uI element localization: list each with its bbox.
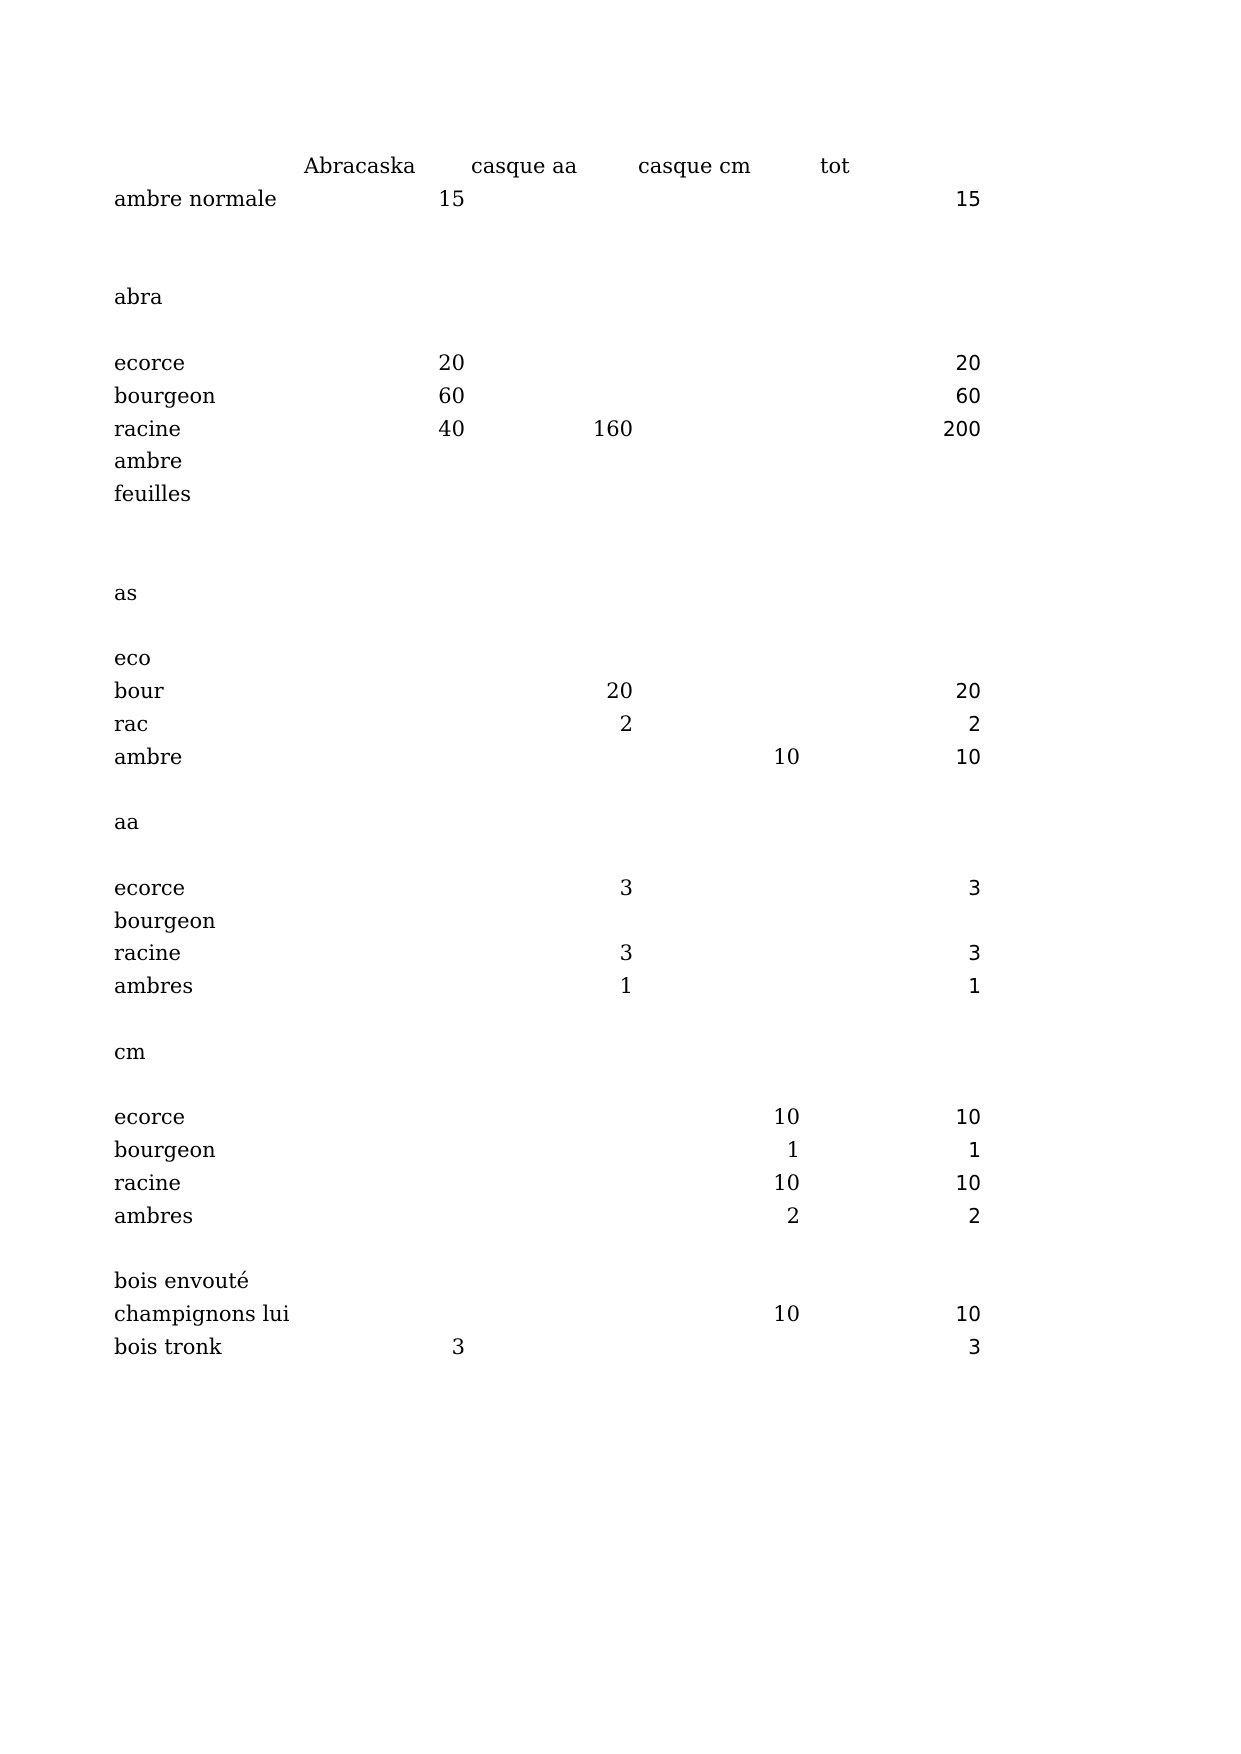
row-label: champignons lui xyxy=(114,1302,290,1327)
cell-casque-cm: 2 xyxy=(786,1203,800,1228)
table-row xyxy=(0,644,1241,677)
table-row xyxy=(0,513,1241,546)
table-row xyxy=(0,1005,1241,1038)
row-label: as xyxy=(114,580,138,605)
row-label: bois tronk xyxy=(114,1335,222,1359)
table-row xyxy=(0,1333,1241,1366)
row-label: feuilles xyxy=(114,482,192,507)
table-row xyxy=(0,677,1241,710)
row-label: ambres xyxy=(114,974,194,999)
cell-tot: 20 xyxy=(955,679,981,703)
row-label: ambre xyxy=(114,449,183,474)
table-row xyxy=(0,1169,1241,1202)
table-row xyxy=(0,251,1241,284)
row-label: bois envouté xyxy=(114,1269,250,1294)
row-label: bourgeon xyxy=(114,1138,216,1163)
cell-tot: 15 xyxy=(955,187,981,211)
table-row xyxy=(0,972,1241,1005)
row-label: rac xyxy=(114,711,149,736)
header-abracaska: Abracaska xyxy=(304,154,416,178)
table-row xyxy=(0,316,1241,349)
row-label: ecorce xyxy=(114,1105,186,1130)
row-label: racine xyxy=(114,416,181,441)
header-casque-aa: casque aa xyxy=(471,154,578,178)
header-tot: tot xyxy=(820,154,850,178)
table-row xyxy=(0,1267,1241,1300)
row-label: ecorce xyxy=(114,351,186,375)
cell-casque-cm: 10 xyxy=(773,1302,800,1327)
table-row xyxy=(0,283,1241,316)
cell-casque-aa: 20 xyxy=(606,679,633,703)
table-row xyxy=(0,841,1241,874)
table-row xyxy=(0,1038,1241,1071)
table-row xyxy=(0,710,1241,743)
table-row xyxy=(0,1235,1241,1268)
cell-tot: 10 xyxy=(955,744,981,769)
table-row xyxy=(0,1071,1241,1104)
cell-tot: 3 xyxy=(968,1335,981,1359)
cell-tot: 3 xyxy=(968,941,981,966)
table-row xyxy=(0,611,1241,644)
table-row xyxy=(0,1136,1241,1169)
table-row xyxy=(0,579,1241,612)
row-label: abra xyxy=(114,285,163,310)
header-casque-cm: casque cm xyxy=(638,154,751,178)
cell-abracaska: 40 xyxy=(438,416,465,441)
cell-casque-cm: 10 xyxy=(773,1105,800,1130)
cell-abracaska: 20 xyxy=(438,351,465,375)
cell-casque-aa: 160 xyxy=(592,416,633,441)
row-label: bourgeon xyxy=(114,383,216,408)
row-label: bour xyxy=(114,679,164,703)
cell-casque-aa: 2 xyxy=(619,711,633,736)
row-label: cm xyxy=(114,1039,146,1064)
cell-tot: 2 xyxy=(968,711,981,736)
table-row xyxy=(0,907,1241,940)
cell-tot: 20 xyxy=(955,351,981,375)
cell-tot: 1 xyxy=(968,1138,981,1163)
cell-abracaska: 60 xyxy=(438,383,465,408)
cell-tot: 60 xyxy=(955,383,981,408)
table-row xyxy=(0,185,1241,218)
cell-casque-aa: 1 xyxy=(619,974,633,999)
row-label: racine xyxy=(114,1171,181,1195)
row-label: ecorce xyxy=(114,875,186,900)
table-row xyxy=(0,480,1241,513)
table-row xyxy=(0,1202,1241,1235)
row-label: ambre xyxy=(114,744,183,769)
cell-tot: 1 xyxy=(968,974,981,999)
cell-casque-cm: 1 xyxy=(786,1138,800,1163)
table-row xyxy=(0,546,1241,579)
cell-tot: 10 xyxy=(955,1105,981,1130)
table-row xyxy=(0,808,1241,841)
table-row xyxy=(0,743,1241,776)
cell-casque-aa: 3 xyxy=(619,941,633,966)
cell-tot: 3 xyxy=(968,875,981,900)
row-label: racine xyxy=(114,941,181,966)
cell-casque-cm: 10 xyxy=(773,1171,800,1195)
cell-tot: 10 xyxy=(955,1302,981,1327)
table-row xyxy=(0,874,1241,907)
cell-tot: 10 xyxy=(955,1171,981,1195)
table-row xyxy=(0,447,1241,480)
header-row xyxy=(0,152,1241,185)
row-label: bourgeon xyxy=(114,908,216,933)
table-row xyxy=(0,382,1241,415)
row-label: ambre normale xyxy=(114,187,277,211)
row-label: eco xyxy=(114,646,151,671)
table-row xyxy=(0,415,1241,448)
table-row xyxy=(0,1103,1241,1136)
table-row xyxy=(0,775,1241,808)
cell-casque-aa: 3 xyxy=(619,875,633,900)
cell-abracaska: 3 xyxy=(451,1335,465,1359)
table-row xyxy=(0,218,1241,251)
table-row xyxy=(0,939,1241,972)
table-row xyxy=(0,349,1241,382)
row-label: aa xyxy=(114,810,140,835)
cell-tot: 2 xyxy=(968,1203,981,1228)
cell-casque-cm: 10 xyxy=(773,744,800,769)
table-row xyxy=(0,1300,1241,1333)
row-label: ambres xyxy=(114,1203,194,1228)
cell-abracaska: 15 xyxy=(438,187,465,211)
cell-tot: 200 xyxy=(942,416,981,441)
